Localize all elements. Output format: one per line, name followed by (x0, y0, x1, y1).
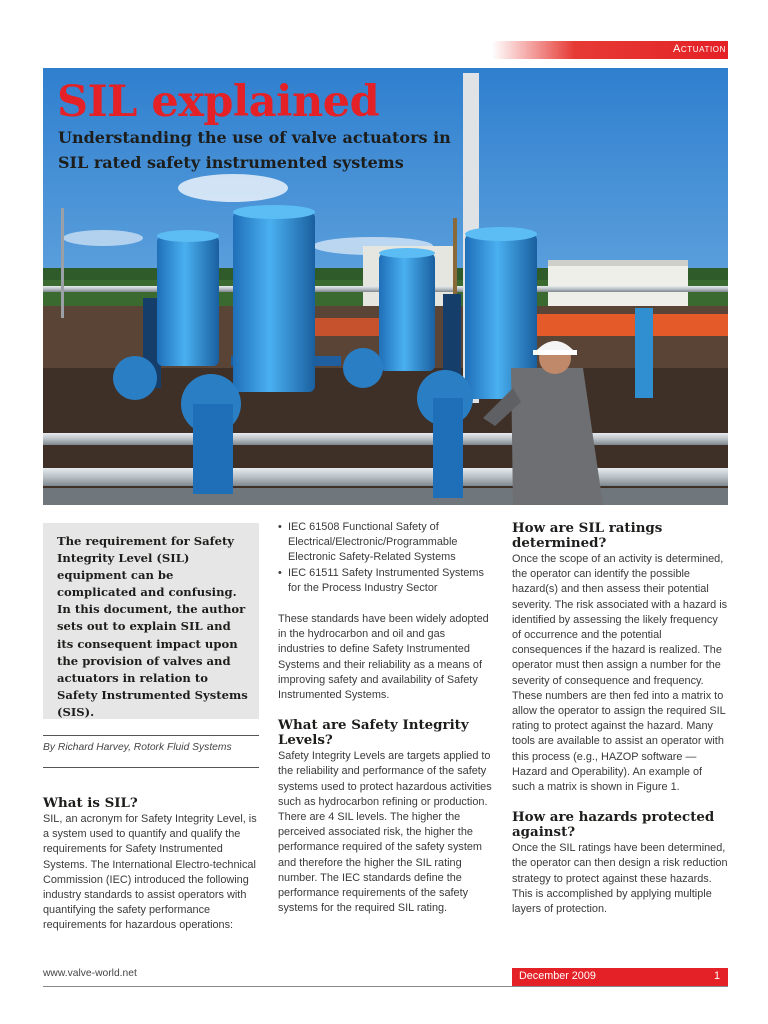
byline-rule-bottom (43, 767, 259, 768)
list-item: • IEC 61508 Functional Safety of Electrical/Electronic/Programmable Electronic Safety-Related Systems (278, 520, 494, 566)
standards-list (278, 520, 494, 596)
heading-how-determined: How are SIL ratings determined? (512, 520, 663, 551)
intro-box (43, 523, 259, 719)
body-how-determined: Once the scope of an activity is determined, the operator can identify the possible hazard(s) and then assess their potential severity. The risk associated with a hazard is identified by assessing the likely frequency of occurrence and the potential consequences if the hazard is realized. The operator must then assign a number for the severity of consequence and frequency. (512, 553, 728, 687)
page-number: 1 (713, 970, 720, 982)
byline: By Richard Harvey, Rotork Fluid Systems (43, 742, 232, 753)
column-3 (512, 521, 728, 917)
body-what-are-sil-levels: Safety Integrity Levels are targets applied to the reliability and performance of the safety systems used to protect hazardous activities such as hydrocarbon refining or production. There are 4 SIL levels. The higher the perceived associated risk, the higher the performance required of the safety system and therefore the higher the SIL rating number. The IEC standards define the performance requirements of the safety systems for the required SIL rating. (278, 750, 492, 915)
footer-bar (512, 968, 728, 986)
heading-how-protected: How are hazards protected against? (512, 809, 715, 841)
list-item: • IEC 61511 Safety Instrumented Systems for the Process Industry Sector (278, 566, 494, 596)
footer-url: www.valve-world.net (43, 968, 137, 979)
body-what-is-sil: SIL, an acronym for Safety Integrity Level, is a system used to quantify and qualify the requirements for Safety Instrumented Systems. The International Electro-technical Commission (IEC) introduced the following industry standards to assist operators with quantifying the safety performance requirements for hazardous operations: (43, 813, 257, 932)
body-how-protected: Once the SIL ratings have been determined, the operator can then design a risk reduction strategy to protect against these hazards. This is accomplished by applying multiple layers of protection. (512, 842, 728, 916)
intro-text: The requirement for Safety Integrity Level (SIL) equipment can be complicated and confusing. In this document, the author sets out to explain SIL and its consequent impact upon the provision of valves and actuators in relation to Safety Instrumented Systems (SIS). (57, 534, 248, 719)
heading-what-is-sil: What is SIL? (43, 795, 138, 811)
column-2 (278, 520, 494, 916)
column-1 (43, 796, 259, 934)
body-matrix: These numbers are then fed into a matrix to allow the operator to assign the required SIL rating to protect against the hazard. Many tools are available to assist an operator with this process (e.g., HAZOP software — Hazard and Operability). An example of such a matrix is shown in Figure 1. (512, 689, 726, 794)
article-subtitle: Understanding the use of valve actuators in SIL rated safety instrumented systems (58, 128, 451, 172)
byline-rule-top (43, 735, 259, 736)
heading-what-are-sil-levels: What are Safety Integrity Levels? (278, 717, 469, 749)
footer-date: December 2009 (519, 970, 596, 982)
section-tag (492, 41, 728, 59)
standards-paragraph: These standards have been widely adopted in the hydrocarbon and oil and gas industries to define Safety Instrumented Systems and their reliability as a means of improving safety and availability of Safety Instrumented Systems. (278, 613, 489, 702)
footer-rule (43, 986, 728, 987)
section-tag-label: Actuation (672, 43, 726, 55)
article-title: SIL explained (57, 77, 380, 127)
